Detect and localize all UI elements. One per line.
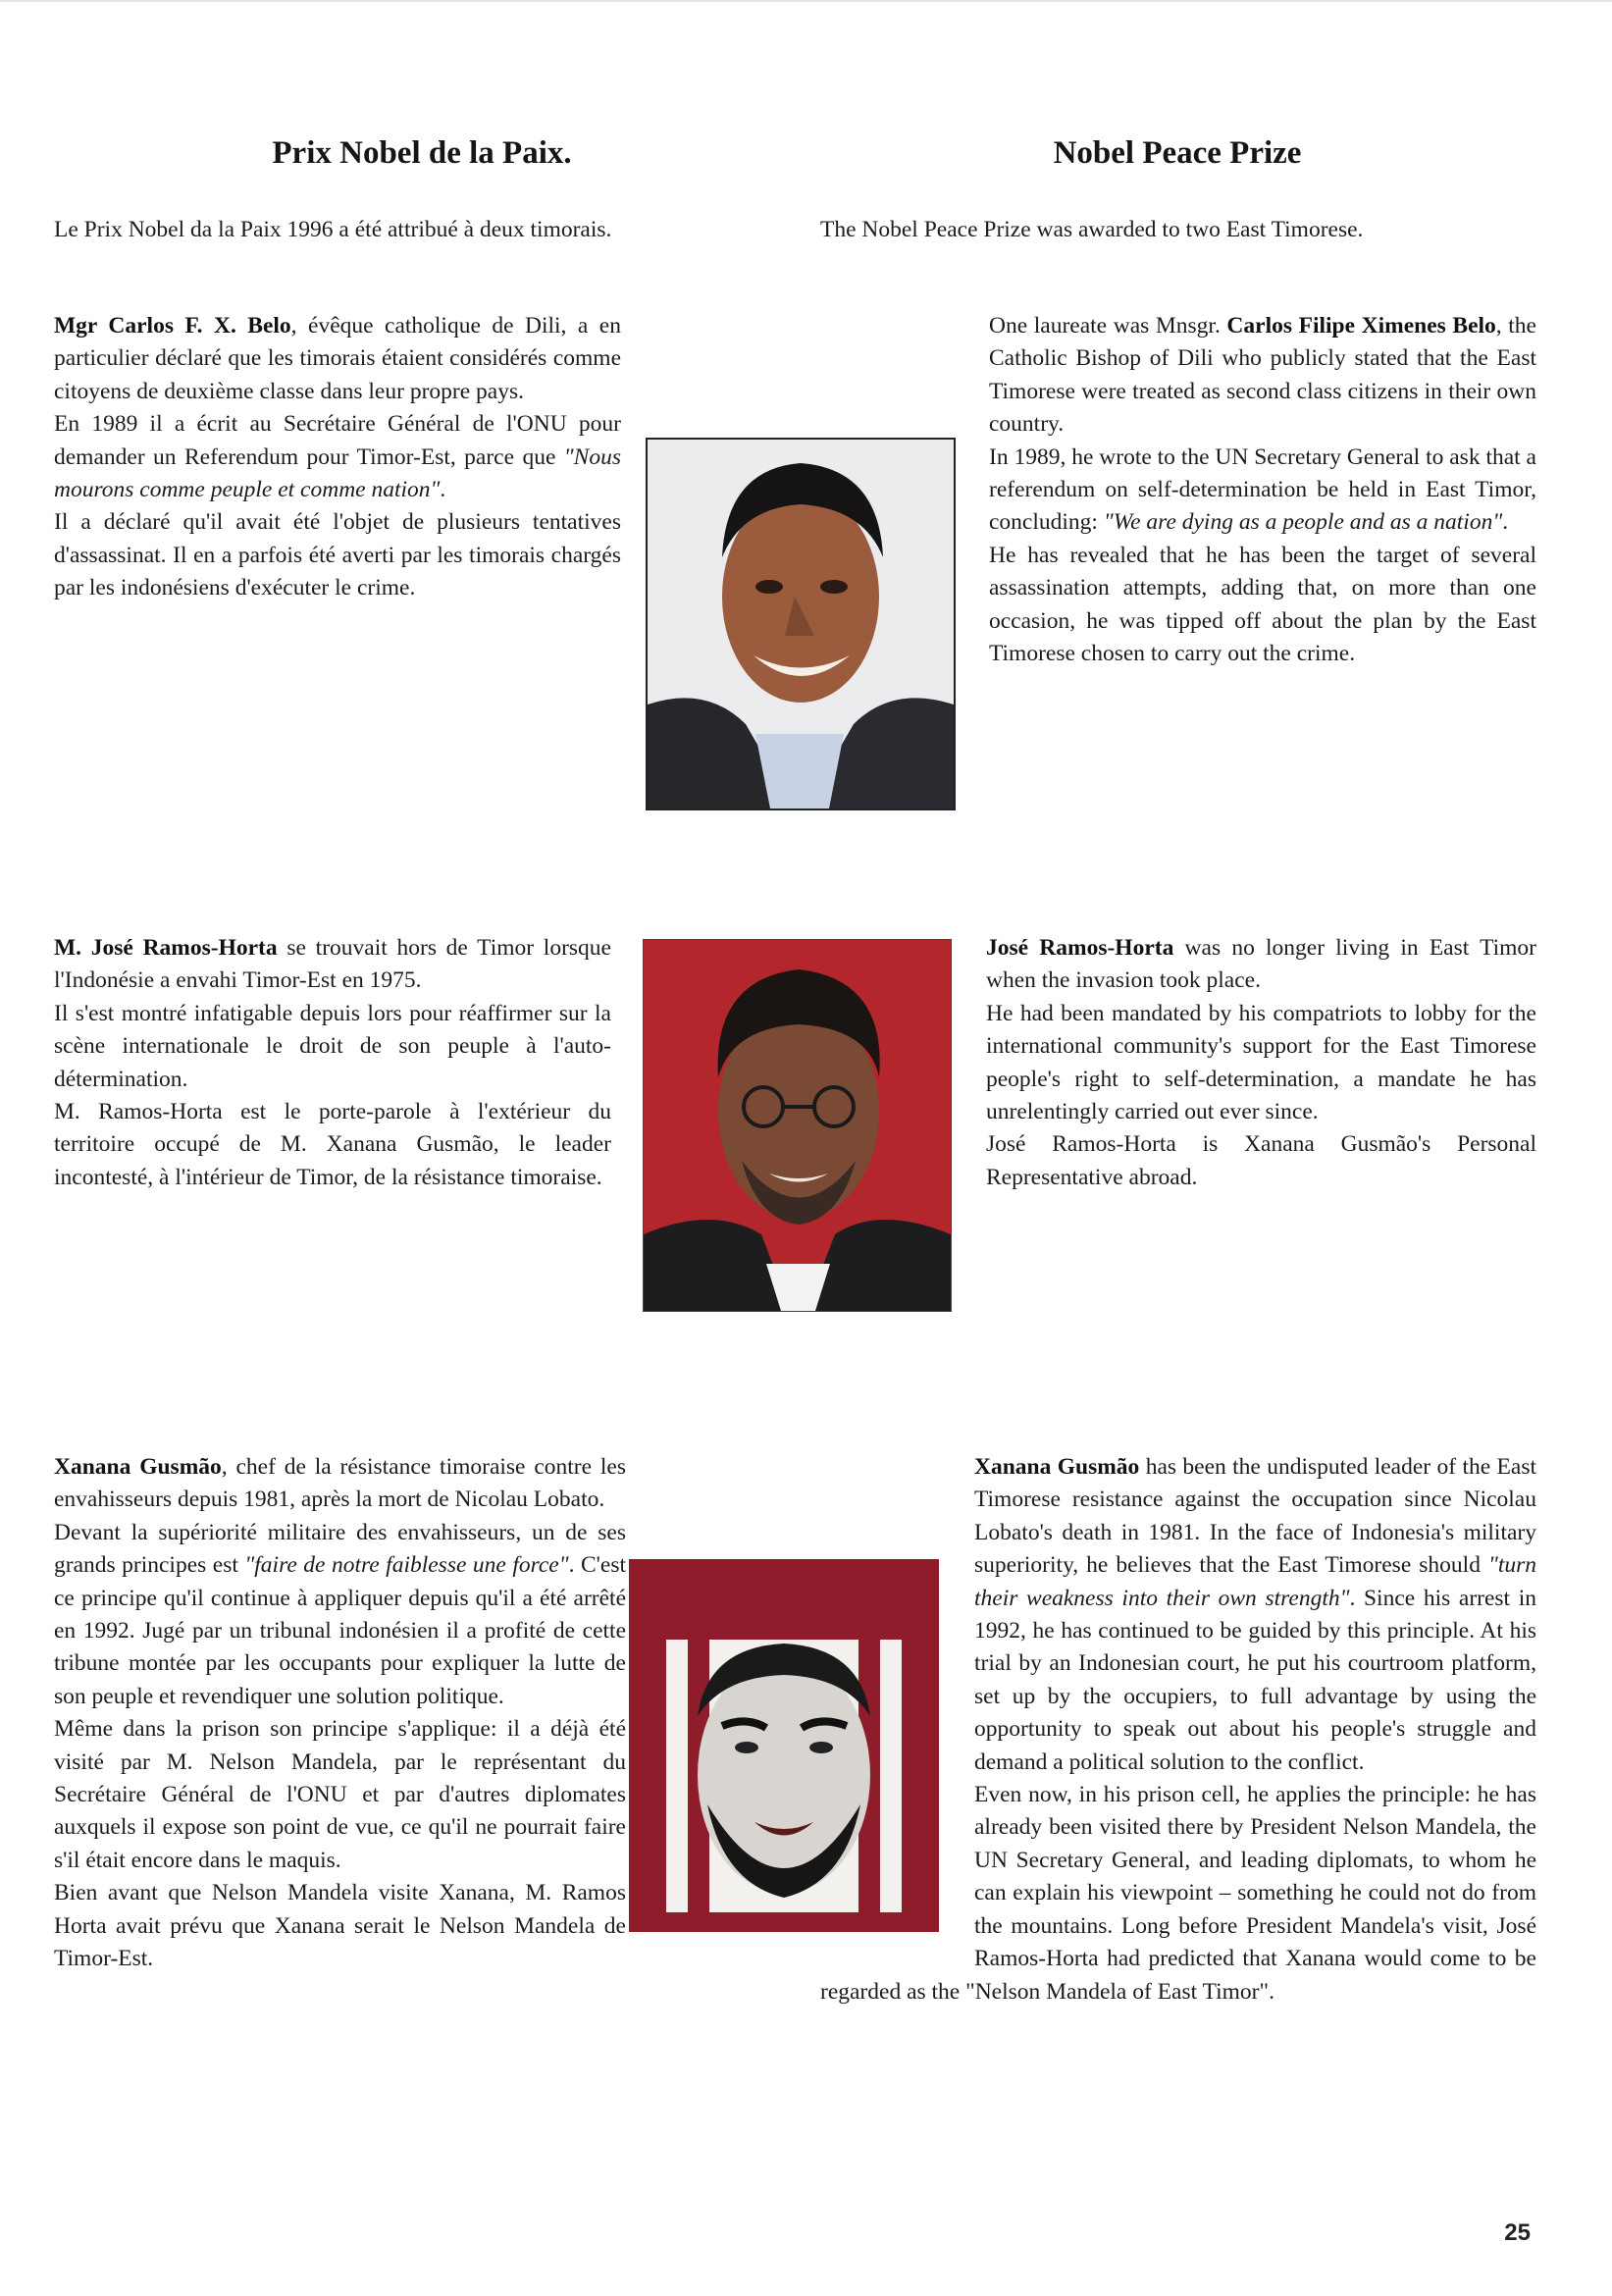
xanana-en-quote: "turn their weakness into their own strength": [974, 1552, 1536, 1611]
belo-fr-p2-end: .: [440, 477, 446, 503]
belo-fr-p2: En 1989 il a écrit au Secrétaire Général de l'ONU pour demander un Referendum pour Timor-Est, parce que: [54, 411, 621, 470]
xanana-en-p2: Even now, in his prison cell, he applies the principle: he has already been visited there by President Nelson Mandela, the UN Secretary General, and leading diplomats, to whom he can explain his viewpoint – something he could not do from the mountains. Long before President Mandela's visit, José Ramos-Horta had predicted that Xanana would come to be regarded as the "Nelson Mandela of East Timor".: [820, 1782, 1536, 2005]
ramos-fr-p3: M. Ramos-Horta est le porte-parole à l'extérieur du territoire occupé de M. Xanana Gusmão, le leader incontesté, à l'intérieur de Timor, de la résistance timoraise.: [54, 1099, 611, 1190]
belo-name-en: Carlos Filipe Ximenes Belo: [1226, 313, 1496, 339]
ramos-text-en: [986, 932, 1536, 1194]
page-title-fr: Prix Nobel de la Paix.: [272, 135, 572, 171]
xanana-portrait-image: [629, 1559, 939, 1932]
page-title-en: Nobel Peace Prize: [1053, 135, 1302, 171]
belo-en-p2: In 1989, he wrote to the UN Secretary General to ask that a referendum on self-determination be held in East Timor, concluding:: [989, 444, 1536, 536]
xanana-portrait: [629, 1559, 939, 1932]
xanana-fr-quote: "faire de notre faiblesse une force": [244, 1552, 569, 1579]
ramos-portrait: [643, 939, 952, 1312]
ramos-name-en: José Ramos-Horta: [986, 935, 1174, 961]
belo-en-p3: He has revealed that he has been the target of several assassination attempts, adding that, on more than one occasion, he was tipped off about the plan by the East Timorese chosen to carry out the crime.: [989, 542, 1536, 667]
ramos-en-p3: José Ramos-Horta is Xanana Gusmão's Personal Representative abroad.: [986, 1131, 1536, 1190]
intro-fr: Le Prix Nobel da la Paix 1996 a été attribué à deux timorais.: [54, 217, 612, 242]
xanana-fr-p1: , chef de la résistance timoraise contre les envahisseurs depuis 1981, après la mort de Nicolau Lobato.: [54, 1454, 626, 1513]
belo-name-fr: Mgr Carlos F. X. Belo: [54, 313, 291, 339]
xanana-fr-p2-end: . C'est ce principe qu'il continue à appliquer depuis qu'il a été arrêté en 1992. Jugé par un tribunal indonésien il a profité de cette tribune montée par les occupants pour expliquer la lutte de son peuple et revendiquer une solution politique.: [54, 1552, 626, 1709]
intro-en: The Nobel Peace Prize was awarded to two East Timorese.: [820, 217, 1364, 242]
xanana-en-p1-end: . Since his arrest in 1992, he has continued to be guided by this principle. At his trial by an Indonesian court, he put his courtroom platform, set up by the occupiers, to full advantage by using the opportunity to speak out about his people's struggle and demand a political solution to the conflict.: [974, 1585, 1536, 1775]
ramos-fr-p1: se trouvait hors de Timor lorsque l'Indonésie a envahi Timor-Est en 1975.: [54, 935, 611, 994]
page-number: 25: [1504, 2219, 1531, 2246]
xanana-fr-p3: Même dans la prison son principe s'applique: il a déjà été visité par M. Nelson Mandela, par le représentant du Secrétaire Général de l'ONU et par d'autres diplomates auxquels il expose son point de vue, ce qu'il ne pourrait faire s'il était encore dans le maquis.: [54, 1716, 626, 1873]
belo-fr-quote: "Nous mourons comme peuple et comme nation": [54, 444, 621, 503]
xanana-name-en: Xanana Gusmão: [974, 1454, 1140, 1480]
ramos-en-p1: was no longer living in East Timor when the invasion took place.: [986, 935, 1536, 994]
belo-en-p1: , the Catholic Bishop of Dili who publicly stated that the East Timorese were treated as second class citizens in their own country.: [989, 313, 1536, 438]
ramos-en-p2: He had been mandated by his compatriots to lobby for the international community's support for the East Timorese people's right to self-determination, a mandate he has unrelentingly carried out ever since.: [986, 1000, 1536, 1125]
belo-en-lead: One laureate was Mnsgr.: [989, 313, 1227, 339]
belo-fr-p1: , évêque catholique de Dili, a en particulier déclaré que les timorais étaient considérés comme citoyens de deuxième classe dans leur propre pays.: [54, 313, 621, 404]
ramos-fr-p2: Il s'est montré infatigable depuis lors pour réaffirmer sur la scène internationale le droit de son peuple à l'auto-détermination.: [54, 1000, 611, 1092]
top-rule: [0, 0, 1612, 2]
belo-en-quote: "We are dying as a people and as a nation": [1103, 509, 1503, 536]
ramos-text-fr: [54, 932, 611, 1194]
belo-portrait: [646, 438, 956, 810]
belo-fr-p3: Il a déclaré qu'il avait été l'objet de plusieurs tentatives d'assassinat. Il en a parfois été averti par les timorais chargés par les indonésiens d'exécuter le crime.: [54, 509, 621, 601]
xanana-fr-p2: Devant la supériorité militaire des envahisseurs, un de ses grands principes est: [54, 1519, 626, 1579]
ramos-name-fr: M. José Ramos-Horta: [54, 935, 278, 961]
ramos-portrait-image: [644, 940, 951, 1311]
belo-en-p2-end: .: [1502, 509, 1509, 536]
xanana-en-p1: has been the undisputed leader of the East Timorese resistance against the occupation since Nicolau Lobato's death in 1981. In the face of Indonesia's military superiority, he believes that the East Timorese should: [974, 1454, 1536, 1579]
xanana-fr-p4: Bien avant que Nelson Mandela visite Xanana, M. Ramos Horta avait prévu que Xanana serait le Nelson Mandela de Timor-Est.: [54, 1880, 626, 1972]
xanana-name-fr: Xanana Gusmão: [54, 1454, 222, 1480]
belo-portrait-image: [648, 440, 954, 809]
